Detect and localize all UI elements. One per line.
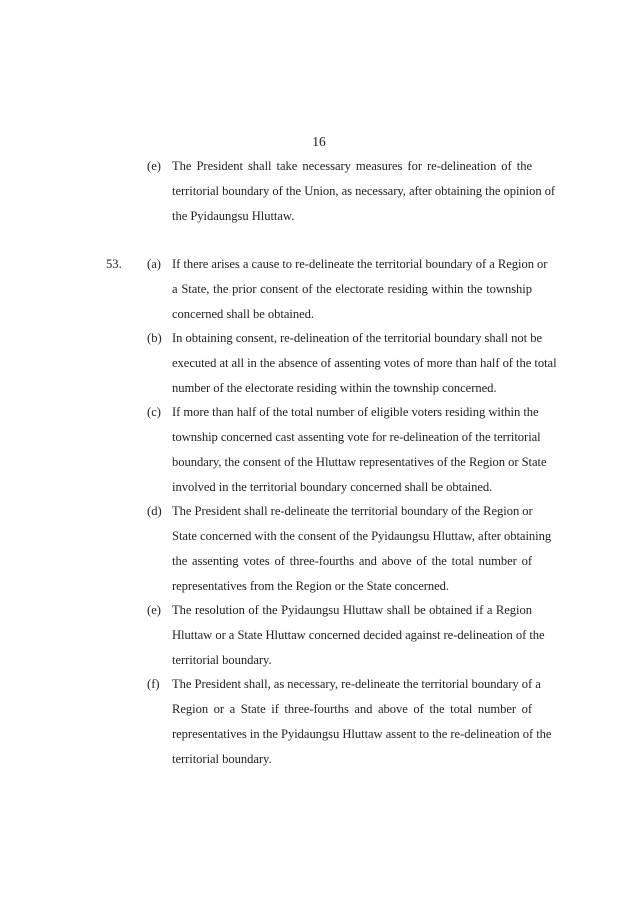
clause-line: State concerned with the consent of the Pyidaungsu Hluttaw, after obtaining [172,529,552,543]
clause-line: involved in the territorial boundary concerned shall be obtained. [172,480,493,494]
clause-line: executed at all in the absence of assenting votes of more than half of the total [172,356,557,370]
clause-line: boundary, the consent of the Hluttaw representatives of the Region or State [172,455,547,469]
clause-label: (a) [147,257,161,271]
clause-line: number of the electorate residing within the township concerned. [172,381,497,395]
clause-label: (d) [147,504,162,518]
clause-line: the assenting votes of three-fourths and above of the total number of [172,554,532,568]
clause-line: the Pyidaungsu Hluttaw. [172,209,295,223]
clause-line: If there arises a cause to re-delineate the territorial boundary of a Region or [172,257,548,271]
clause-line: territorial boundary of the Union, as necessary, after obtaining the opinion of [172,184,556,198]
clause-label: (e) [147,159,161,173]
clause-line: Hluttaw or a State Hluttaw concerned decided against re-delineation of the [172,628,545,642]
clause-line: territorial boundary. [172,752,272,766]
clause-label: (f) [147,677,160,691]
clause-label: (b) [147,331,162,345]
clause-line: If more than half of the total number of eligible voters residing within the [172,405,539,419]
clause-line: a State, the prior consent of the electorate residing within the township [172,282,532,296]
section-number: 53. [106,257,122,271]
clause-line: The resolution of the Pyidaungsu Hluttaw shall be obtained if a Region [172,603,532,617]
clause-line: representatives from the Region or the State concerned. [172,579,450,593]
clause-line: The President shall, as necessary, re-delineate the territorial boundary of a [172,677,541,691]
clause-label: (c) [147,405,161,419]
clause-line: The President shall take necessary measures for re-delineation of the [172,159,532,173]
clause-line: representatives in the Pyidaungsu Hluttaw assent to the re-delineation of the [172,727,552,741]
clause-line: territorial boundary. [172,653,272,667]
page-number: 16 [312,134,326,149]
clause-line: township concerned cast assenting vote for re-delineation of the territorial [172,430,541,444]
clause-line: The President shall re-delineate the territorial boundary of the Region or [172,504,533,518]
clause-label: (e) [147,603,161,617]
clause-line: In obtaining consent, re-delineation of the territorial boundary shall not be [172,331,543,345]
clause-line: concerned shall be obtained. [172,307,314,321]
clause-line: Region or a State if three-fourths and above of the total number of [172,702,532,716]
